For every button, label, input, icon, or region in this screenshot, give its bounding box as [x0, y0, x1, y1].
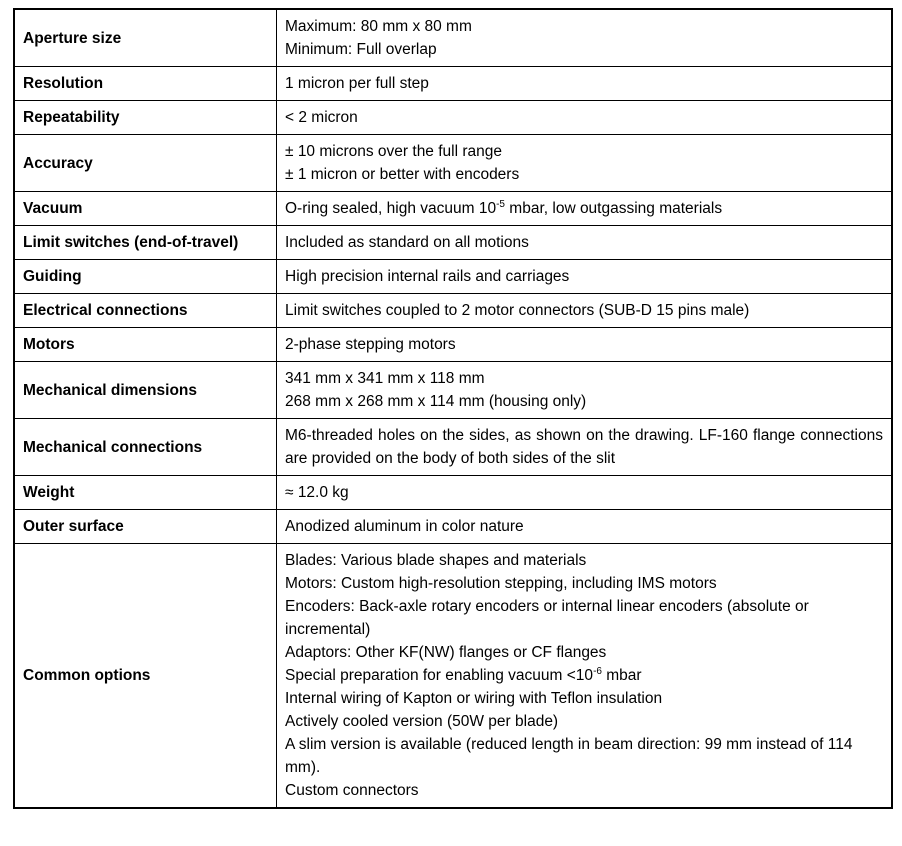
- spec-row-mechanical-connections: [14, 419, 892, 476]
- row-value: [277, 9, 893, 67]
- value-line: Included as standard on all motions: [285, 234, 529, 251]
- spec-row-resolution: [14, 67, 892, 101]
- spec-row-electrical-connections: [14, 294, 892, 328]
- spec-row-weight: [14, 476, 892, 510]
- row-label: Common options: [14, 544, 277, 809]
- value-line: Internal wiring of Kapton or wiring with Teflon insulation: [285, 690, 663, 707]
- row-value: [277, 67, 893, 101]
- value-line: Motors: Custom high-resolution stepping, including IMS motors: [285, 575, 717, 592]
- spec-row-guiding: [14, 260, 892, 294]
- spec-row-common-options: [14, 544, 892, 809]
- value-line: O-ring sealed, high vacuum $10^{-5}$ mbar, low outgassing materials: [285, 198, 723, 217]
- value-line: ± 10 microns over the full range: [285, 143, 502, 160]
- value-line: Adaptors: Other KF(NW) flanges or CF flanges: [285, 644, 607, 661]
- value-line: < 2 micron: [285, 109, 358, 126]
- row-label: Aperture size: [14, 9, 277, 67]
- row-value: [277, 328, 893, 362]
- value-line: High precision internal rails and carriages: [285, 268, 570, 285]
- row-label: Repeatability: [14, 101, 277, 135]
- row-value: [277, 294, 893, 328]
- spec-table: [13, 8, 893, 809]
- value-line: Minimum: Full overlap: [285, 41, 437, 58]
- row-label: Mechanical dimensions: [14, 362, 277, 419]
- row-value: [277, 226, 893, 260]
- row-value: [277, 135, 893, 192]
- value-line: Blades: Various blade shapes and materials: [285, 552, 587, 569]
- row-label: Resolution: [14, 67, 277, 101]
- value-line: Actively cooled version (50W per blade): [285, 713, 559, 730]
- row-label: Mechanical connections: [14, 419, 277, 476]
- row-value: [277, 260, 893, 294]
- row-value: [277, 476, 893, 510]
- value-line: Encoders: Back-axle rotary encoders or internal linear encoders (absolute or incremental): [285, 598, 809, 638]
- row-value: [277, 192, 893, 226]
- spec-row-aperture-size: [14, 9, 892, 67]
- value-line: 1 micron per full step: [285, 75, 429, 92]
- row-label: Guiding: [14, 260, 277, 294]
- value-line: 268 mm x 268 mm x 114 mm (housing only): [285, 393, 587, 410]
- superscript-exponent: -6: [593, 665, 602, 677]
- spec-row-mechanical-dimensions: [14, 362, 892, 419]
- value-line: Special preparation for enabling vacuum $<10^{-6}$ mbar: [285, 665, 642, 684]
- spec-row-repeatability: [14, 101, 892, 135]
- row-value: [277, 510, 893, 544]
- row-label: Motors: [14, 328, 277, 362]
- row-value: [277, 544, 893, 809]
- spec-row-limit-switches: [14, 226, 892, 260]
- spec-row-accuracy: [14, 135, 892, 192]
- spec-row-outer-surface: [14, 510, 892, 544]
- row-label: Accuracy: [14, 135, 277, 192]
- row-label: Weight: [14, 476, 277, 510]
- value-line: A slim version is available (reduced length in beam direction: 99 mm instead of 114 mm).: [285, 736, 853, 776]
- row-label: Vacuum: [14, 192, 277, 226]
- spec-row-motors: [14, 328, 892, 362]
- row-label: Electrical connections: [14, 294, 277, 328]
- row-label: Outer surface: [14, 510, 277, 544]
- value-line: Limit switches coupled to 2 motor connectors (SUB-D 15 pins male): [285, 302, 750, 319]
- value-line: Maximum: 80 mm x 80 mm: [285, 18, 472, 35]
- row-label: Limit switches (end-of-travel): [14, 226, 277, 260]
- value-line: ± 1 micron or better with encoders: [285, 166, 520, 183]
- value-line: M6-threaded holes on the sides, as shown on the drawing. LF-160 flange connections are provided on the body of both sides of the slit: [285, 427, 883, 467]
- superscript-exponent: -5: [496, 198, 505, 210]
- value-line: Anodized aluminum in color nature: [285, 518, 524, 535]
- row-value: [277, 101, 893, 135]
- row-value: [277, 419, 893, 476]
- value-line: ≈ 12.0 kg: [285, 484, 349, 501]
- value-line: 341 mm x 341 mm x 118 mm: [285, 370, 485, 387]
- value-line: 2-phase stepping motors: [285, 336, 456, 353]
- row-value: [277, 362, 893, 419]
- value-line: Custom connectors: [285, 782, 419, 799]
- spec-row-vacuum: [14, 192, 892, 226]
